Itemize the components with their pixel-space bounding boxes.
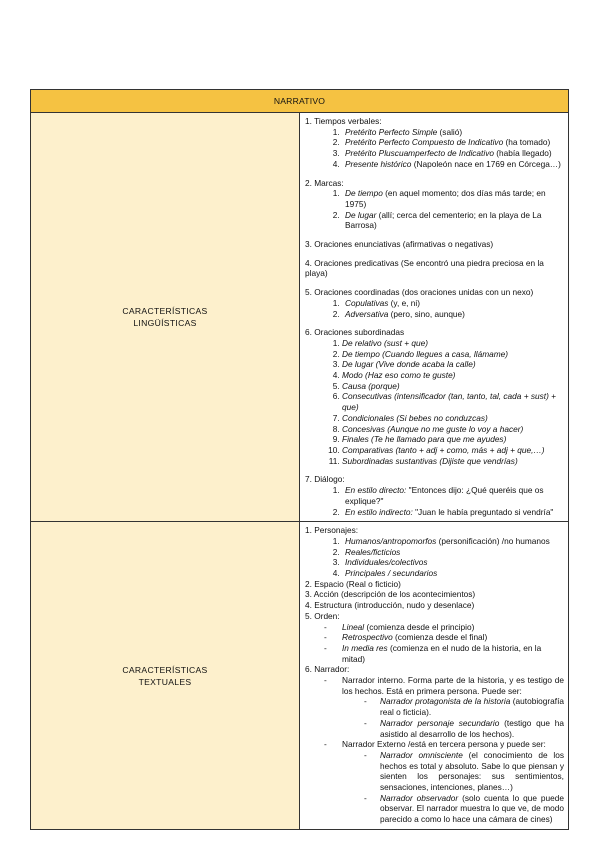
list-item: 3. De lugar (Vive donde acaba la calle): [342, 359, 564, 370]
list-item: 5. Causa (porque): [342, 381, 564, 392]
linguistic-label: [31, 113, 300, 522]
table-header: NARRATIVO: [31, 90, 569, 113]
list-item: - In media res (comienza en el nudo de la historia, en la mitad): [324, 643, 564, 664]
coordinate-list: [305, 298, 564, 319]
list-item: 10. Comparativas (tanto + adj + como, más + adj + que,…): [342, 445, 564, 456]
linguistic-label-line1: CARACTERÍSTICAS: [122, 306, 208, 317]
predicative-section: 4. Oraciones predicativas (Se encontró una piedra preciosa en la playa): [305, 257, 544, 279]
list-item: 7. Condicionales (Si bebes no conduzcas): [342, 413, 564, 424]
section-title: 1. Tiempos verbales:: [305, 116, 382, 126]
section-title: 1. Personajes:: [305, 525, 359, 536]
list-item: 1. En estilo directo: "Entonces dijo: ¿Qué queréis que os explique?": [342, 485, 564, 506]
markers-list: [305, 188, 564, 231]
characters-list: [305, 536, 564, 579]
list-item: 6. Consecutivas (intensificador (tan, tanto, tal, cada + sust) + que): [342, 391, 564, 412]
enunciative-section: 3. Oraciones enunciativas (afirmativas o negativas): [305, 239, 494, 250]
section-title: 5. Oraciones coordinadas (dos oraciones unidas con un nexo): [305, 287, 534, 298]
linguistic-content: [300, 113, 569, 522]
list-item: 4. Principales / secundarios: [342, 568, 564, 579]
list-item: 2. Pretérito Perfecto Compuesto de Indicativo (ha tomado): [342, 137, 564, 148]
textual-label: [31, 522, 300, 830]
structure-section: 4. Estructura (introducción, nudo y desenlace): [305, 600, 475, 611]
list-item: 8. Concesivas (Aunque no me guste lo voy a hacer): [342, 424, 564, 435]
list-item: 9. Finales (Te he llamado para que me ayudes): [342, 434, 564, 445]
list-item: - Narrador protagonista de la historia (autobiografía real o ficticia).: [364, 696, 564, 717]
list-item: 1. Humanos/antropomorfos (personificación) /no humanos: [342, 536, 564, 547]
list-item: 1. Pretérito Perfecto Simple (salió): [342, 127, 564, 138]
order-list: [305, 622, 564, 665]
characters-section: [305, 525, 564, 579]
list-item: 3. Individuales/colectivos: [342, 557, 564, 568]
list-item: - Narrador personaje secundario (testigo que ha asistido al desarrollo de los hechos).: [364, 718, 564, 739]
external-narrator-item: - Narrador Externo /está en tercera persona y puede ser: - Narrador omnisciente (el conocimiento de los hechos es total y absoluto. Sabe lo que piensan y sienten los personajes: sus sentimientos, sensaciones, intenciones, planes…) - Narrador observador (solo cuenta lo que puede observar. El narrador muestra lo que ve, de modo parecido a como lo hace una cámara de cines): [324, 739, 564, 825]
section-title: 6. Narrador:: [305, 664, 350, 675]
dialogue-list: [305, 485, 564, 517]
list-item: 4. Presente histórico (Napoleón nace en 1769 en Córcega…): [342, 159, 564, 170]
list-item: 2. Adversativa (pero, sino, aunque): [342, 309, 564, 320]
internal-narrator-item: - Narrador interno. Forma parte de la historia, y es testigo de los hechos. Está en primera persona. Puede ser: - Narrador protagonista de la historia (autobiografía real o ficticia). - Narrador personaje secundario (testigo que ha asistido al desarrollo de los hechos).: [324, 675, 564, 739]
coordinate-section: [305, 287, 564, 319]
list-item: 4. Modo (Haz eso como te guste): [342, 370, 564, 381]
action-section: 3. Acción (descripción de los acontecimientos): [305, 589, 476, 600]
section-title: 6. Oraciones subordinadas: [305, 327, 405, 338]
linguistic-label-line2: LINGÜÍSTICAS: [133, 318, 197, 329]
list-item: - Lineal (comienza desde el principio): [324, 622, 564, 633]
textual-label-line2: TEXTUALES: [138, 676, 192, 687]
list-item: - Retrospectivo (comienza desde el final): [324, 632, 564, 643]
list-item: 1. De tiempo (en aquel momento; dos días más tarde; en 1975): [342, 188, 564, 209]
section-title: 5. Orden:: [305, 610, 340, 621]
verb-tenses-list: [305, 127, 564, 170]
list-item: 11. Subordinadas sustantivas (Dijiste que vendrías): [342, 456, 564, 467]
narrator-section: [305, 664, 564, 825]
list-item: - Narrador omnisciente (el conocimiento de los hechos es total y absoluto. Sabe lo que piensan y sienten los personajes: sus sentimientos, sensaciones, intenciones, planes…): [364, 750, 564, 793]
list-item: 2. Reales/ficticios: [342, 547, 564, 558]
space-section: 2. Espacio (Real o ficticio): [305, 578, 401, 589]
textual-label-line1: CARACTERÍSTICAS: [122, 664, 208, 675]
list-item: 2. En estilo indirecto: "Juan le había preguntado si vendría": [342, 507, 564, 518]
subordinate-section: [305, 327, 564, 466]
verb-tenses-section: [305, 116, 564, 170]
textual-content: [300, 522, 569, 830]
narrator-list: [305, 675, 564, 825]
narrative-table: [30, 89, 569, 830]
list-item: 2. De lugar (allí; cerca del cementerio; en la playa de La Barrosa): [342, 210, 564, 231]
section-title: 7. Diálogo:: [305, 474, 345, 485]
section-title: 2. Marcas:: [305, 177, 344, 188]
order-section: [305, 611, 564, 665]
internal-narrator-list: [342, 696, 564, 739]
list-item: 2. De tiempo (Cuando llegues a casa, llámame): [342, 349, 564, 360]
dialogue-section: [305, 474, 564, 517]
external-narrator-list: [342, 750, 564, 825]
subordinate-list: [305, 338, 564, 466]
markers-section: [305, 178, 564, 232]
list-item: 3. Pretérito Pluscuamperfecto de Indicativo (había llegado): [342, 148, 564, 159]
list-item: - Narrador observador (solo cuenta lo que puede observar. El narrador muestra lo que ve, de modo parecido a como lo hace una cámara de cines): [364, 793, 564, 825]
list-item: 1. Copulativas (y, e, ni): [342, 298, 564, 309]
list-item: 1. De relativo (sust + que): [342, 338, 564, 349]
